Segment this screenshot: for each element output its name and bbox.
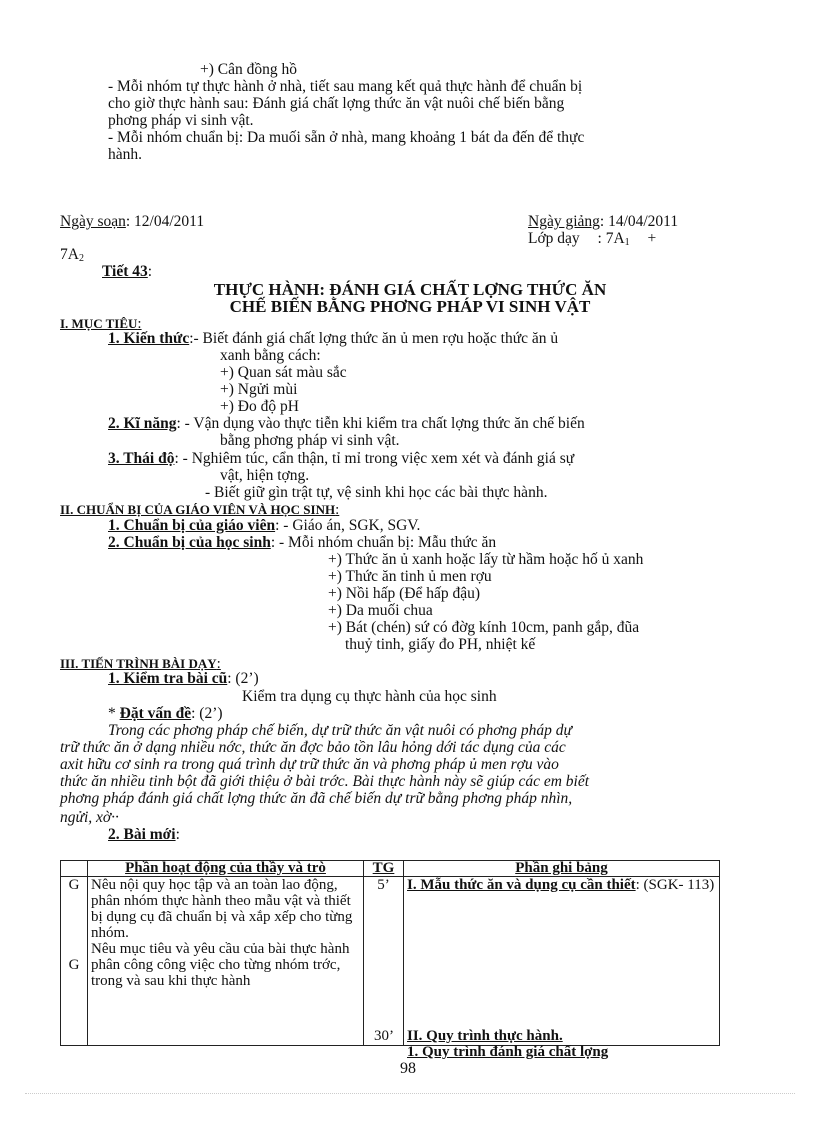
check-time: : (2’) <box>227 670 259 687</box>
table-header-row <box>61 861 720 877</box>
skill-text-1: : - Vận dụng vào thực tiễn khi kiểm tra chất lợng thức ăn chế biến <box>176 415 585 432</box>
table-cell-activity <box>88 877 364 1046</box>
activity-text-1: Nêu nội quy học tập và an toàn lao động, phân nhóm thực hành theo mẫu vật và thiết bị dụng cụ đã chuẩn bị và xắp xếp cho từng nhóm. <box>91 877 353 941</box>
teach-date-label: Ngày giảng <box>528 213 600 230</box>
student-prep-item-2: +) Thức ăn tinh ủ men rợu <box>328 568 492 585</box>
role-teacher-1: G <box>68 877 80 893</box>
process-heading-colon: : <box>216 656 221 672</box>
intro-paragraph-6: ngửi, xờ·· <box>60 809 119 826</box>
student-prep-item-1: +) Thức ăn ủ xanh hoặc lấy từ hầm hoặc hố ủ xanh <box>328 551 644 568</box>
note-2: II. Quy trình thực hành. <box>407 1028 563 1044</box>
intro-label: Đặt vấn đề <box>119 705 192 722</box>
intro-line <box>108 705 223 722</box>
table-header-activity: Phần hoạt động của thầy và trò <box>88 861 364 877</box>
note-1-text: : (SGK- 113) <box>635 877 715 893</box>
top-line-2: - Mỗi nhóm tự thực hành ở nhà, tiết sau mang kết quả thực hành để chuẩn bị <box>108 78 583 95</box>
role-teacher-2: G <box>68 957 80 973</box>
table-header-role <box>61 861 88 877</box>
intro-time: : (2’) <box>191 705 223 722</box>
class-2-line <box>60 246 84 267</box>
skill-line-2: bằng phơng pháp vi sinh vật. <box>220 432 400 449</box>
attitude-line-1 <box>108 450 574 467</box>
knowledge-label: 1. Kiến thức <box>108 330 190 347</box>
top-line-5: - Mỗi nhóm chuẩn bị: Da muối sẵn ở nhà, mang khoảng 1 bát da đến để thực <box>108 129 585 146</box>
lesson-title-2: CHẾ BIẾN BẰNG PHƠNG PHÁP VI SINH VẬT <box>229 297 591 316</box>
student-prep-line <box>108 534 496 551</box>
intro-paragraph-4: thức ăn nhiều tinh bột đã giới thiệu ở bài trớc. Bài thực hành này sẽ giúp các em biết <box>60 773 590 790</box>
note-1-label: I. Mẫu thức ăn và dụng cụ cần thiết <box>407 877 636 893</box>
lesson-number: Tiết 43 <box>102 263 148 280</box>
check-label: 1. Kiểm tra bài cũ <box>108 670 228 687</box>
table-header-time: TG <box>364 861 404 877</box>
table-cell-time <box>364 877 404 1046</box>
table-cell-role <box>61 877 88 1046</box>
footer-divider <box>25 1093 795 1094</box>
skill-line-1 <box>108 415 585 432</box>
knowledge-line-1 <box>108 330 558 347</box>
prep-date-label: Ngày soạn <box>60 213 126 230</box>
student-prep-item-3: +) Nồi hấp (Để hấp đậu) <box>328 585 481 602</box>
time-1: 5’ <box>377 877 390 893</box>
table-cell-notes <box>404 877 720 1060</box>
class-label: Lớp dạy <box>528 230 580 247</box>
teach-date-line <box>528 213 678 230</box>
class-line <box>528 230 656 251</box>
prep-date-line <box>60 213 204 230</box>
activity-table <box>60 860 720 1060</box>
activity-text-2: Nêu mục tiêu và yêu cầu của bài thực hành phân công công việc cho từng nhóm trớc, trong và sau khi thực hành <box>91 941 350 989</box>
time-2: 30’ <box>374 1028 394 1044</box>
attitude-text-1: : - Nghiêm túc, cẩn thận, tỉ mỉ trong việc xem xét và đánh giá sự <box>174 450 575 467</box>
lesson-number-line <box>102 263 152 280</box>
lesson-number-colon: : <box>147 263 153 280</box>
student-prep-item-5b: thuỷ tinh, giấy đo PH, nhiệt kế <box>345 636 536 653</box>
top-line-4: phơng pháp vi sinh vật. <box>108 112 254 129</box>
student-prep-text: : - Mỗi nhóm chuẩn bị: Mẫu thức ăn <box>270 534 497 551</box>
new-lesson-colon: : <box>175 826 180 843</box>
check-text: Kiểm tra dụng cụ thực hành của học sinh <box>242 688 497 705</box>
prep-heading-text: II. CHUẨN BỊ CỦA GIÁO VIÊN VÀ HỌC SINH <box>60 502 336 517</box>
knowledge-line-2: xanh bằng cách: <box>220 347 321 364</box>
note-1 <box>407 877 716 894</box>
intro-paragraph-1: Trong các phơng pháp chế biến, dự trữ thức ăn vật nuôi có phơng pháp dự <box>108 722 572 739</box>
objectives-heading-colon: : <box>137 316 142 332</box>
table-row <box>61 877 720 1046</box>
knowledge-item-3: +) Đo độ pH <box>220 398 299 415</box>
top-line-6: hành. <box>108 146 143 163</box>
attitude-label: 3. Thái độ <box>108 450 175 467</box>
teacher-prep-text: : - Giáo án, SGK, SGV. <box>275 517 421 534</box>
knowledge-item-1: +) Quan sát màu sắc <box>220 364 347 381</box>
lesson-title-1: THỰC HÀNH: ĐÁNH GIÁ CHẤT LỢNG THỨC ĂN <box>213 280 607 299</box>
intro-paragraph-2: trữ thức ăn ở dạng nhiều nớc, thức ăn đợc bảo tồn lâu hỏng dới tác dụng của các <box>60 739 566 756</box>
student-prep-item-5: +) Bát (chén) sứ có đờg kính 10cm, panh gắp, đũa <box>328 619 640 636</box>
new-lesson-line <box>108 826 180 843</box>
teacher-prep-line <box>108 517 420 534</box>
objectives-heading-text: I. MỤC TIÊU <box>60 316 138 331</box>
teach-date-value: : 14/04/2011 <box>599 213 679 230</box>
class-2-sub: 2 <box>78 253 84 264</box>
top-line-3: cho giờ thực hành sau: Đánh giá chất lợng thức ăn vật nuôi chế biến bằng <box>108 95 565 112</box>
top-line-1: +) Cân đồng hồ <box>200 61 297 78</box>
student-prep-label: 2. Chuẩn bị của học sinh <box>108 534 271 551</box>
prep-heading-colon: : <box>335 502 340 518</box>
prep-date-value: : 12/04/2011 <box>125 213 205 230</box>
skill-label: 2. Kĩ năng <box>108 415 177 432</box>
process-heading-text: III. TIẾN TRÌNH BÀI DẠY <box>60 656 217 671</box>
class-2: 7A <box>60 246 79 263</box>
note-3: 1. Quy trình đánh giá chất lợng <box>407 1044 609 1060</box>
intro-paragraph-5: phơng pháp đánh giá chất lợng thức ăn đã chế biến dự trữ bằng phơng pháp nhìn, <box>60 790 573 807</box>
attitude-line-2: vật, hiện tợng. <box>220 467 310 484</box>
intro-star: * <box>108 705 120 722</box>
new-lesson-label: 2. Bài mới <box>108 826 176 843</box>
check-line <box>108 670 259 687</box>
student-prep-item-4: +) Da muối chua <box>328 602 433 619</box>
teacher-prep-label: 1. Chuẩn bị của giáo viên <box>108 517 276 534</box>
knowledge-text-1: :- Biết đánh giá chất lợng thức ăn ủ men rợu hoặc thức ăn ủ <box>189 330 559 347</box>
table-header-notes: Phần ghi bảng <box>404 861 720 877</box>
knowledge-item-2: +) Ngửi mùi <box>220 381 298 398</box>
attitude-line-3: - Biết giữ gìn trật tự, vệ sinh khi học các bài thực hành. <box>205 484 548 501</box>
page-number: 98 <box>400 1060 416 1077</box>
class-sub-1: 1 <box>624 237 630 248</box>
intro-paragraph-3: axit hữu cơ sinh ra trong quá trình dự trữ thức ăn và phơng pháp ủ men rợu vào <box>60 756 559 773</box>
class-plus: + <box>647 230 657 247</box>
class-value: : 7A <box>597 230 625 247</box>
